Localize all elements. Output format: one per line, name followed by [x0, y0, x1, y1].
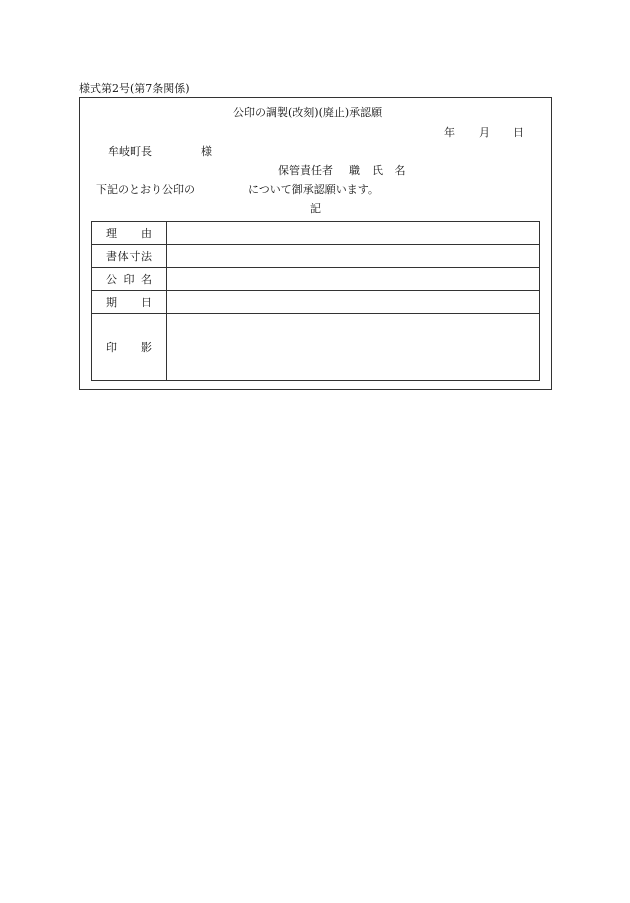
addressee-honorific: 様: [201, 145, 212, 158]
row-label-font-size: 書体寸法: [92, 245, 167, 268]
table-row: [92, 314, 540, 381]
row-label-seal-impression: 印 影: [92, 314, 167, 381]
row-label-reason: 理 由: [92, 222, 167, 245]
body-text-before: 下記のとおり公印の: [96, 183, 195, 196]
row-label-seal-name: 公 印 名: [92, 268, 167, 291]
date-month: 月: [479, 126, 490, 139]
row-label-date: 期 日: [92, 291, 167, 314]
table-row: [92, 245, 540, 268]
addressee-name: 牟岐町長: [108, 145, 152, 158]
table-row: [92, 291, 540, 314]
reason-field[interactable]: [167, 222, 540, 245]
form-number: 様式第2号(第7条関係): [79, 82, 190, 95]
custodian-position: 職: [349, 164, 360, 177]
table-row: [92, 222, 540, 245]
body-text-after: について御承認願います。: [248, 183, 379, 196]
ki-label: 記: [310, 202, 321, 215]
custodian-label: 保管責任者: [278, 164, 333, 177]
table-row: [92, 268, 540, 291]
font-size-field[interactable]: [167, 245, 540, 268]
custodian-name: 氏 名: [372, 164, 406, 177]
date-day: 日: [513, 126, 524, 139]
date-field[interactable]: [167, 291, 540, 314]
form-title: 公印の調製(改刻)(廃止)承認願: [233, 106, 383, 119]
date-year: 年: [444, 126, 455, 139]
seal-name-field[interactable]: [167, 268, 540, 291]
detail-table: [91, 221, 540, 381]
seal-impression-field[interactable]: [167, 314, 540, 381]
